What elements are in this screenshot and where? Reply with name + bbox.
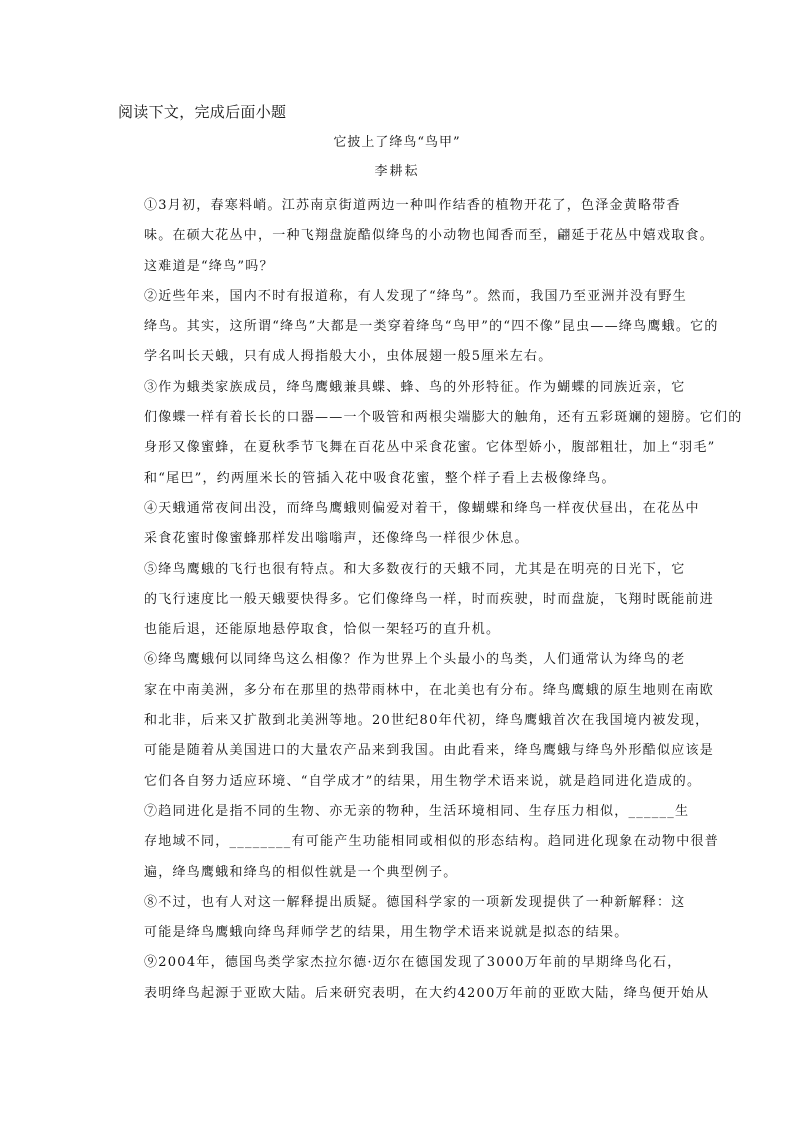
paragraph-line: ④天蛾通常夜间出没，而绛鸟鹰蛾则偏爱对着干，像蝴蝶和绛鸟一样夜伏昼出，在花丛中 xyxy=(144,500,700,516)
paragraph-line: 可能是随着从美国进口的大量农产品来到我国。由此看来，绛鸟鹰蛾与绛鸟外形酷似应该是 xyxy=(144,743,715,759)
paragraph-line: 们像蝶一样有着长长的口器——一个吸管和两根尖端膨大的触角，还有五彩斑斓的翅膀。它们的 xyxy=(144,410,743,426)
article-title: 它披上了绛鸟“鸟甲” xyxy=(333,135,461,150)
paragraph-line: ③作为蛾类家族成员，绛鸟鹰蛾兼具蝶、蜂、鸟的外形特征。作为蝴蝶的同族近亲，它 xyxy=(144,379,686,395)
paragraph-line: ⑧不过，也有人对这一解释提出质疑。德国科学家的一项新发现提供了一种新解释：这 xyxy=(144,894,686,910)
paragraph-line: 这难道是“绛鸟”吗？ xyxy=(144,258,274,274)
paragraph-line: 绛鸟。其实，这所谓“绛鸟”大都是一类穿着绛鸟“鸟甲”的“四不像”昆虫——绛鸟鹰蛾。它的 xyxy=(144,319,719,335)
paragraph-2 xyxy=(118,282,719,373)
paragraph-line: ①3月初，春寒料峭。江苏南京街道两边一种叫作结香的植物开花了，色泽金黄略带香 xyxy=(144,198,681,213)
reading-instruction: 阅读下文，完成后面小题 xyxy=(118,103,287,121)
paragraph-line: ⑨2004年，德国鸟类学家杰拉尔德·迈尔在德国发现了3000万年前的早期绛鸟化石， xyxy=(144,955,682,971)
article-body xyxy=(118,191,743,1009)
article-author: 李耕耘 xyxy=(374,164,420,179)
paragraph-6 xyxy=(118,645,715,796)
paragraph-line: 采食花蜜时像蜜蜂那样发出嗡嗡声，还像绛鸟一样很少休息。 xyxy=(144,531,529,547)
paragraph-line: 存地域不同，________有可能产生功能相同或相似的形态结构。趋同进化现象在动物中很普 xyxy=(144,834,720,850)
paragraph-line: ⑥绛鸟鹰蛾何以同绛鸟这么相像？作为世界上个头最小的鸟类，人们通常认为绛鸟的老 xyxy=(144,652,686,668)
paragraph-line: 遍，绛鸟鹰蛾和绛鸟的相似性就是一个典型例子。 xyxy=(144,864,458,880)
paragraph-line: 学名叫长天蛾，只有成人拇指般大小，虫体展翅一般5厘米左右。 xyxy=(144,349,553,365)
paragraph-9 xyxy=(118,948,710,1009)
paragraph-line: 可能是绛鸟鹰蛾向绛鸟拜师学艺的结果，用生物学术语来说就是拟态的结果。 xyxy=(144,925,629,941)
paragraph-5 xyxy=(118,555,715,646)
paragraph-line: 身形又像蜜蜂，在夏秋季节飞舞在百花丛中采食花蜜。它体型娇小，腹部粗壮，加上“羽毛” xyxy=(144,440,716,456)
paragraph-line: 的飞行速度比一般天蛾要快得多。它们像绛鸟一样，时而疾驶，时而盘旋，飞翔时既能前进 xyxy=(144,591,715,607)
paragraph-line: 味。在硕大花丛中，一种飞翔盘旋酷似绛鸟的小动物也闻香而至，翩延于花丛中嬉戏取食。 xyxy=(144,228,715,244)
paragraph-line: 家在中南美洲，多分布在那里的热带雨林中，在北美也有分布。绛鸟鹰蛾的原生地则在南欧 xyxy=(144,682,715,698)
paragraph-line: ⑤绛鸟鹰蛾的飞行也很有特点。和大多数夜行的天蛾不同，尤其是在明亮的日光下，它 xyxy=(144,561,686,577)
paragraph-line: 和“尾巴”，约两厘米长的管插入花中吸食花蜜，整个样子看上去极像绛鸟。 xyxy=(144,470,616,486)
paragraph-line: ②近些年来，国内不时有报道称，有人发现了“绛鸟”。然而，我国乃至亚洲并没有野生 xyxy=(144,288,688,304)
paragraph-7 xyxy=(118,797,720,888)
paragraph-line: 表明绛鸟起源于亚欧大陆。后来研究表明，在大约4200万年前的亚欧大陆，绛鸟便开始从 xyxy=(144,985,710,1001)
paragraph-line: 也能后退，还能原地悬停取食，恰似一架轻巧的直升机。 xyxy=(144,622,501,638)
paragraph-4 xyxy=(118,494,700,555)
paragraph-line: 它们各自努力适应环境、“自学成才”的结果，用生物学术语来说，就是趋同进化造成的。 xyxy=(144,773,702,789)
paragraph-8 xyxy=(118,888,686,949)
paragraph-3 xyxy=(118,373,743,494)
paragraph-line: 和北非，后来又扩散到北美洲等地。20世纪80年代初，绛鸟鹰蛾首次在我国境内被发现， xyxy=(144,713,710,729)
paragraph-1 xyxy=(118,191,715,282)
paragraph-line: ⑦趋同进化是指不同的生物、亦无亲的物种，生活环境相同、生存压力相似，______生 xyxy=(144,803,690,819)
